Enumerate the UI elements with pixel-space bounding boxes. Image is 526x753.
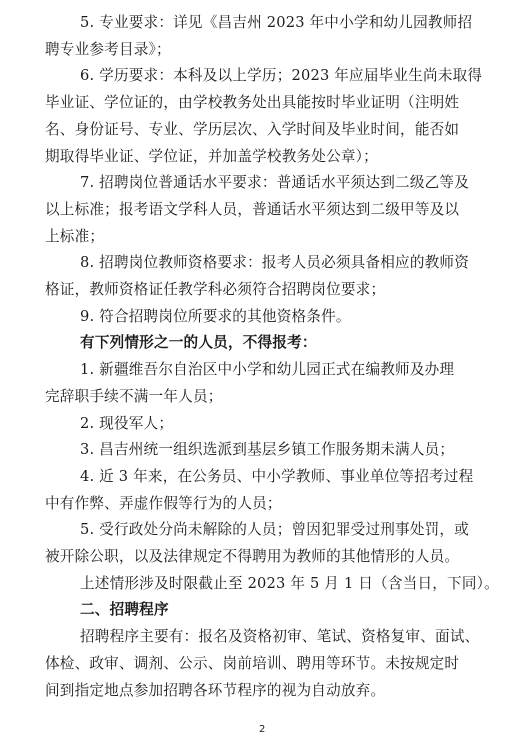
text-line: 上述情形涉及时限截止至 2023 年 5 月 1 日（含当日，下同）。 — [80, 574, 499, 592]
text-line: 招聘程序主要有：报名及资格初审、笔试、资格复审、面试、 — [80, 628, 480, 646]
text-line: 完辞职手续不满一年人员； — [45, 387, 223, 405]
text-line: 被开除公职，以及法律规定不得聘用为教师的其他情形的人员。 — [45, 548, 460, 565]
text-line: 8. 招聘岗位教师资格要求：报考人员必须具备相应的教师资 — [80, 254, 470, 272]
text-line: 体检、政审、调剂、公示、岗前培训、聘用等环节。未按规定时 — [45, 654, 460, 672]
text-line: 6. 学历要求：本科及以上学历；2023 年应届毕业生尚未取得 — [80, 67, 483, 85]
text-line: 格证，教师资格证任教学科必须符合招聘岗位要求； — [45, 281, 386, 298]
text-line: 7. 招聘岗位普通话水平要求：普通话水平须达到二级乙等及 — [80, 174, 470, 192]
text-line: 名、身份证号、专业、学历层次、入学时间及毕业时间，能否如 — [45, 120, 460, 138]
text-line: 5. 专业要求：详见《昌吉州 2023 年中小学和幼儿园教师招 — [80, 14, 473, 31]
text-line: 2. 现役军人； — [80, 414, 174, 432]
page-number: 2 — [259, 724, 266, 735]
text-line: 3. 昌吉州统一组织选派到基层乡镇工作服务期未满人员； — [80, 441, 455, 459]
text-line: 期取得毕业证、学位证，并加盖学校教务处公章）； — [45, 147, 378, 165]
text-line: 上标准； — [45, 227, 105, 245]
text-line: 以上标准；报考语文学科人员，普通话水平须达到二级甲等及以 — [45, 200, 460, 218]
text-line: 5. 受行政处分尚未解除的人员；曾因犯罪受过刑事处罚，或 — [80, 521, 470, 539]
text-line: 9. 符合招聘岗位所要求的其他资格条件。 — [80, 307, 351, 325]
text-line: 中有作弊、弄虚作假等行为的人员； — [45, 494, 282, 512]
text-line: 间到指定地点参加招聘各环节程序的视为自动放弃。 — [45, 681, 386, 699]
text-line: 1. 新疆维吾尔自治区中小学和幼儿园正式在编教师及办理 — [80, 361, 455, 379]
section-heading: 二、招聘程序 — [80, 601, 169, 619]
text-line: 4. 近 3 年来，在公务员、中小学教师、事业单位等招考过程 — [80, 467, 474, 485]
section-heading: 有下列情形之一的人员，不得报考： — [80, 334, 317, 352]
text-line: 毕业证、学位证的，由学校教务处出具能按时毕业证明（注明姓 — [45, 94, 460, 112]
text-line: 聘专业参考目录》； — [45, 40, 171, 58]
